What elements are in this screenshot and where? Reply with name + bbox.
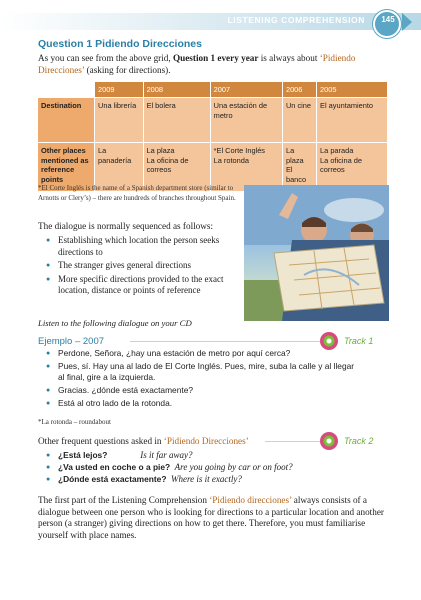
dialogue-line: ● Gracias. ¿dónde está exactamente? xyxy=(38,385,358,396)
closing-paragraph: The first part of the Listening Comprehension ‘Pidiendo direcciones’ always consists of a dialogue between one person who is looking for directions to a particular location and another person (a stranger) giving directions on how to get there. Therefore, you must familiarise yourself with place names. xyxy=(38,495,384,540)
grid-cell: *El Corte Inglés La rotonda xyxy=(210,143,282,192)
example-title: Ejemplo – 2007 xyxy=(38,336,105,347)
grid-cell: Una estación de metro xyxy=(210,98,282,143)
dialogue-line: ● Pues, sí. Hay una al lado de El Corte Inglés. Pues, mire, suba la calle y al llegar al final, gire a la izquierda. xyxy=(38,361,358,383)
track-divider xyxy=(265,441,320,442)
grid-cell: La panadería xyxy=(95,143,144,192)
question-list xyxy=(38,449,378,485)
grid-cell: La parada La oficina de correos xyxy=(317,143,388,192)
photo-illustration xyxy=(244,185,389,321)
grid-year: 2006 xyxy=(282,82,316,98)
sequence-list xyxy=(38,235,248,299)
sequence-intro: The dialogue is normally sequenced as follows: xyxy=(38,221,214,231)
list-item: ● More specific directions provided to the exact location, distance or points of reference xyxy=(38,274,248,297)
track-2-label: Track 2 xyxy=(344,436,374,446)
page-number: 145 xyxy=(381,15,395,24)
grid-year: 2005 xyxy=(317,82,388,98)
list-item: ● ¿Está lejos? Is it far away? xyxy=(38,449,378,461)
track-1-label: Track 1 xyxy=(344,336,374,346)
grid-cell: La plaza La oficina de correos xyxy=(143,143,210,192)
grid-row-label: Destination xyxy=(38,98,95,143)
section-title: LISTENING COMPREHENSION xyxy=(227,15,365,25)
grid-cell: La plaza El banco xyxy=(282,143,316,192)
listen-prompt: Listen to the following dialogue on your CD xyxy=(38,318,192,328)
grid-cell: Un cine xyxy=(282,98,316,143)
list-item: ● Establishing which location the person seeks directions to xyxy=(38,235,248,258)
grid-year: 2009 xyxy=(95,82,144,98)
photo-people-reading-map xyxy=(244,185,389,321)
directions-grid xyxy=(38,82,388,191)
list-item: ● The stranger gives general directions xyxy=(38,260,248,272)
grid-year: 2007 xyxy=(210,82,282,98)
grid-cell: El bolera xyxy=(143,98,210,143)
list-item: ● ¿Va usted en coche o a pie? Are you going by car or on foot? xyxy=(38,461,378,473)
dialogue-line: ● Está al otro lado de la rotonda. xyxy=(38,398,358,409)
grid-row-label: Other places mentioned as reference points xyxy=(38,143,95,192)
dialogue-line: ● Perdone, Señora, ¿hay una estación de metro por aquí cerca? xyxy=(38,348,358,359)
list-item: ● ¿Dónde está exactamente? Where is it exactly? xyxy=(38,473,378,485)
question-title: Question 1 Pidiendo Direcciones xyxy=(38,38,202,50)
grid-cell: El ayuntamiento xyxy=(317,98,388,143)
grid-year: 2008 xyxy=(143,82,210,98)
grid-corner xyxy=(38,82,95,98)
cd-icon xyxy=(320,432,338,450)
footnote-corte-ingles: *El Corte Inglés is the name of a Spanish department store (similar to Arnotts or Clery’s) – there are hundreds of branches throughout Spain. xyxy=(38,184,236,202)
page-arrow xyxy=(402,13,412,31)
other-questions-intro: Other frequent questions asked in ‘Pidiendo Direcciones’ xyxy=(38,436,249,446)
intro-text: As you can see from the above grid, Question 1 every year is always about ‘Pidiendo Direcciones’ (asking for directions). xyxy=(38,53,356,75)
footnote-rotonda: *La rotonda – roundabout xyxy=(38,418,111,426)
grid-cell: Una librería xyxy=(95,98,144,143)
track-divider xyxy=(130,341,320,342)
dialogue-list xyxy=(38,348,358,411)
